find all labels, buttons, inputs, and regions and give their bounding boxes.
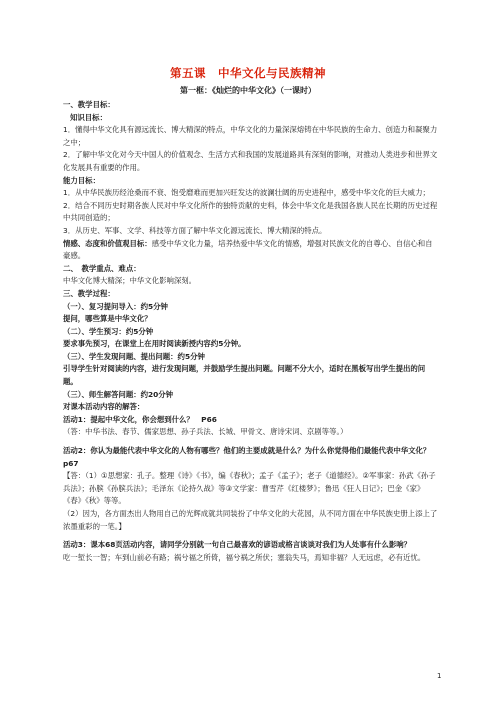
page-number: 1 (437, 672, 442, 680)
text-line: 能力目标： (63, 175, 100, 185)
text-line: 提问，哪些算是中华文化？ (63, 314, 152, 324)
text-line: （一）、复习提问导入：约5分钟 (63, 301, 168, 311)
text-line: （答：中华书法、春节、儒家思想、孙子兵法、长城、甲骨文、唐诗宋词、京剧等等。） (63, 427, 348, 437)
text-line: （三）、师生解答问题：约20分钟 (63, 389, 174, 399)
text-line: 活动3：课本68页活动内容，请同学分别就一句自己最喜欢的谚语或格言谈谈对我们为人处事有什么影响？ (63, 540, 412, 550)
text-line: 二、 教学重点、难点： (63, 263, 141, 273)
bold-prefix: 情感、态度和价值观目标： (63, 238, 152, 248)
text-line: 活动1：提起中华文化，你会想到什么？ P66 (63, 414, 217, 424)
text-line: 一、教学目标： (63, 100, 115, 109)
text-line: 1．懂得中华文化具有源远流长、博大精深的特点，中华文化的力量深深熔铸在中华民族的生命力、创造力和凝聚力之中； (63, 125, 438, 147)
lesson-title: 第五课 中华文化与民族精神 (170, 66, 326, 80)
text-line: 【答：（1）①思想家：孔子。整理《诗》《书》，编《春秋》；孟子《孟子》；老子《道德经》。②军事家：孙武《孙子兵法》；孙膑《孙膑兵法》；毛泽东《论持久战》等③文学家：曹雪芹《红楼梦》；鲁迅《狂人日记》；巴金《家》《春》《秋》等等。 (63, 471, 436, 506)
text-line: 三、教学过程： (63, 288, 115, 298)
text-line: 引导学生针对阅读的内容，进行发现问题，并鼓励学生提出问题。问题不分大小，适时在黑板写出学生提出的问题。 (63, 364, 426, 387)
text-line: 3．从历史、军事、文学、科技等方面了解中华文化源远流长、博大精深的特点。 (63, 225, 327, 235)
text-line: （二）、学生预习：约5分钟 (63, 326, 154, 336)
text-line: 2．了解中华文化对今天中国人的价值观念、生活方式和我国的发展道路具有深刻的影响，对推动人类进步和世界文化发展具有重要的作用。 (63, 150, 438, 172)
text-line: 对课本活动内容的解答： (63, 402, 145, 412)
text-line: 1．从中华民族历经沧桑而不衰、饱受磨难而更加兴旺发达的波澜壮阔的历史进程中，感受中华文化的巨大威力； (63, 188, 430, 198)
text-line: 知识目标： (70, 112, 107, 122)
text-line: （三）、学生发现问题、提出问题：约5分钟 (63, 351, 205, 361)
lesson-body (63, 99, 438, 564)
lesson-subtitle: 第一框：《灿烂的中华文化》（一课时） (180, 86, 316, 95)
text-line: （2）因为，各方面杰出人物用自己的光辉成就共同装扮了中华文化的大花园，从不同方面在中华民族史册上添上了浓墨重彩的一笔。】 (63, 509, 438, 531)
text-line: 要求事先预习，在课堂上在用时阅读新授内容约5分钟。 (63, 339, 246, 349)
text-line: 情感、态度和价值观目标：感受中华文化力量，培养热爱中华文化的情感，增强对民族文化的自尊心、自信心和自豪感。 (63, 238, 433, 261)
text-line: 吃一堑长一智；车到山前必有路；祸兮福之所倚，福兮祸之所伏；塞翁失马，焉知非福？人无远虑，必有近忧。 (63, 552, 426, 562)
text-line: 2．结合不同历史时期各族人民对中华文化所作的独特贡献的史料，体会中华文化是我国各族人民在长期的历史过程中共同创造的； (63, 200, 438, 223)
text-line: 活动2：你认为最能代表中华文化的人物有哪些？他们的主要成就是什么？为什么你觉得他们最能代表中华文化？p67 (63, 446, 431, 468)
text-line: 中华文化博大精深；中华文化影响深刻。 (63, 276, 197, 286)
